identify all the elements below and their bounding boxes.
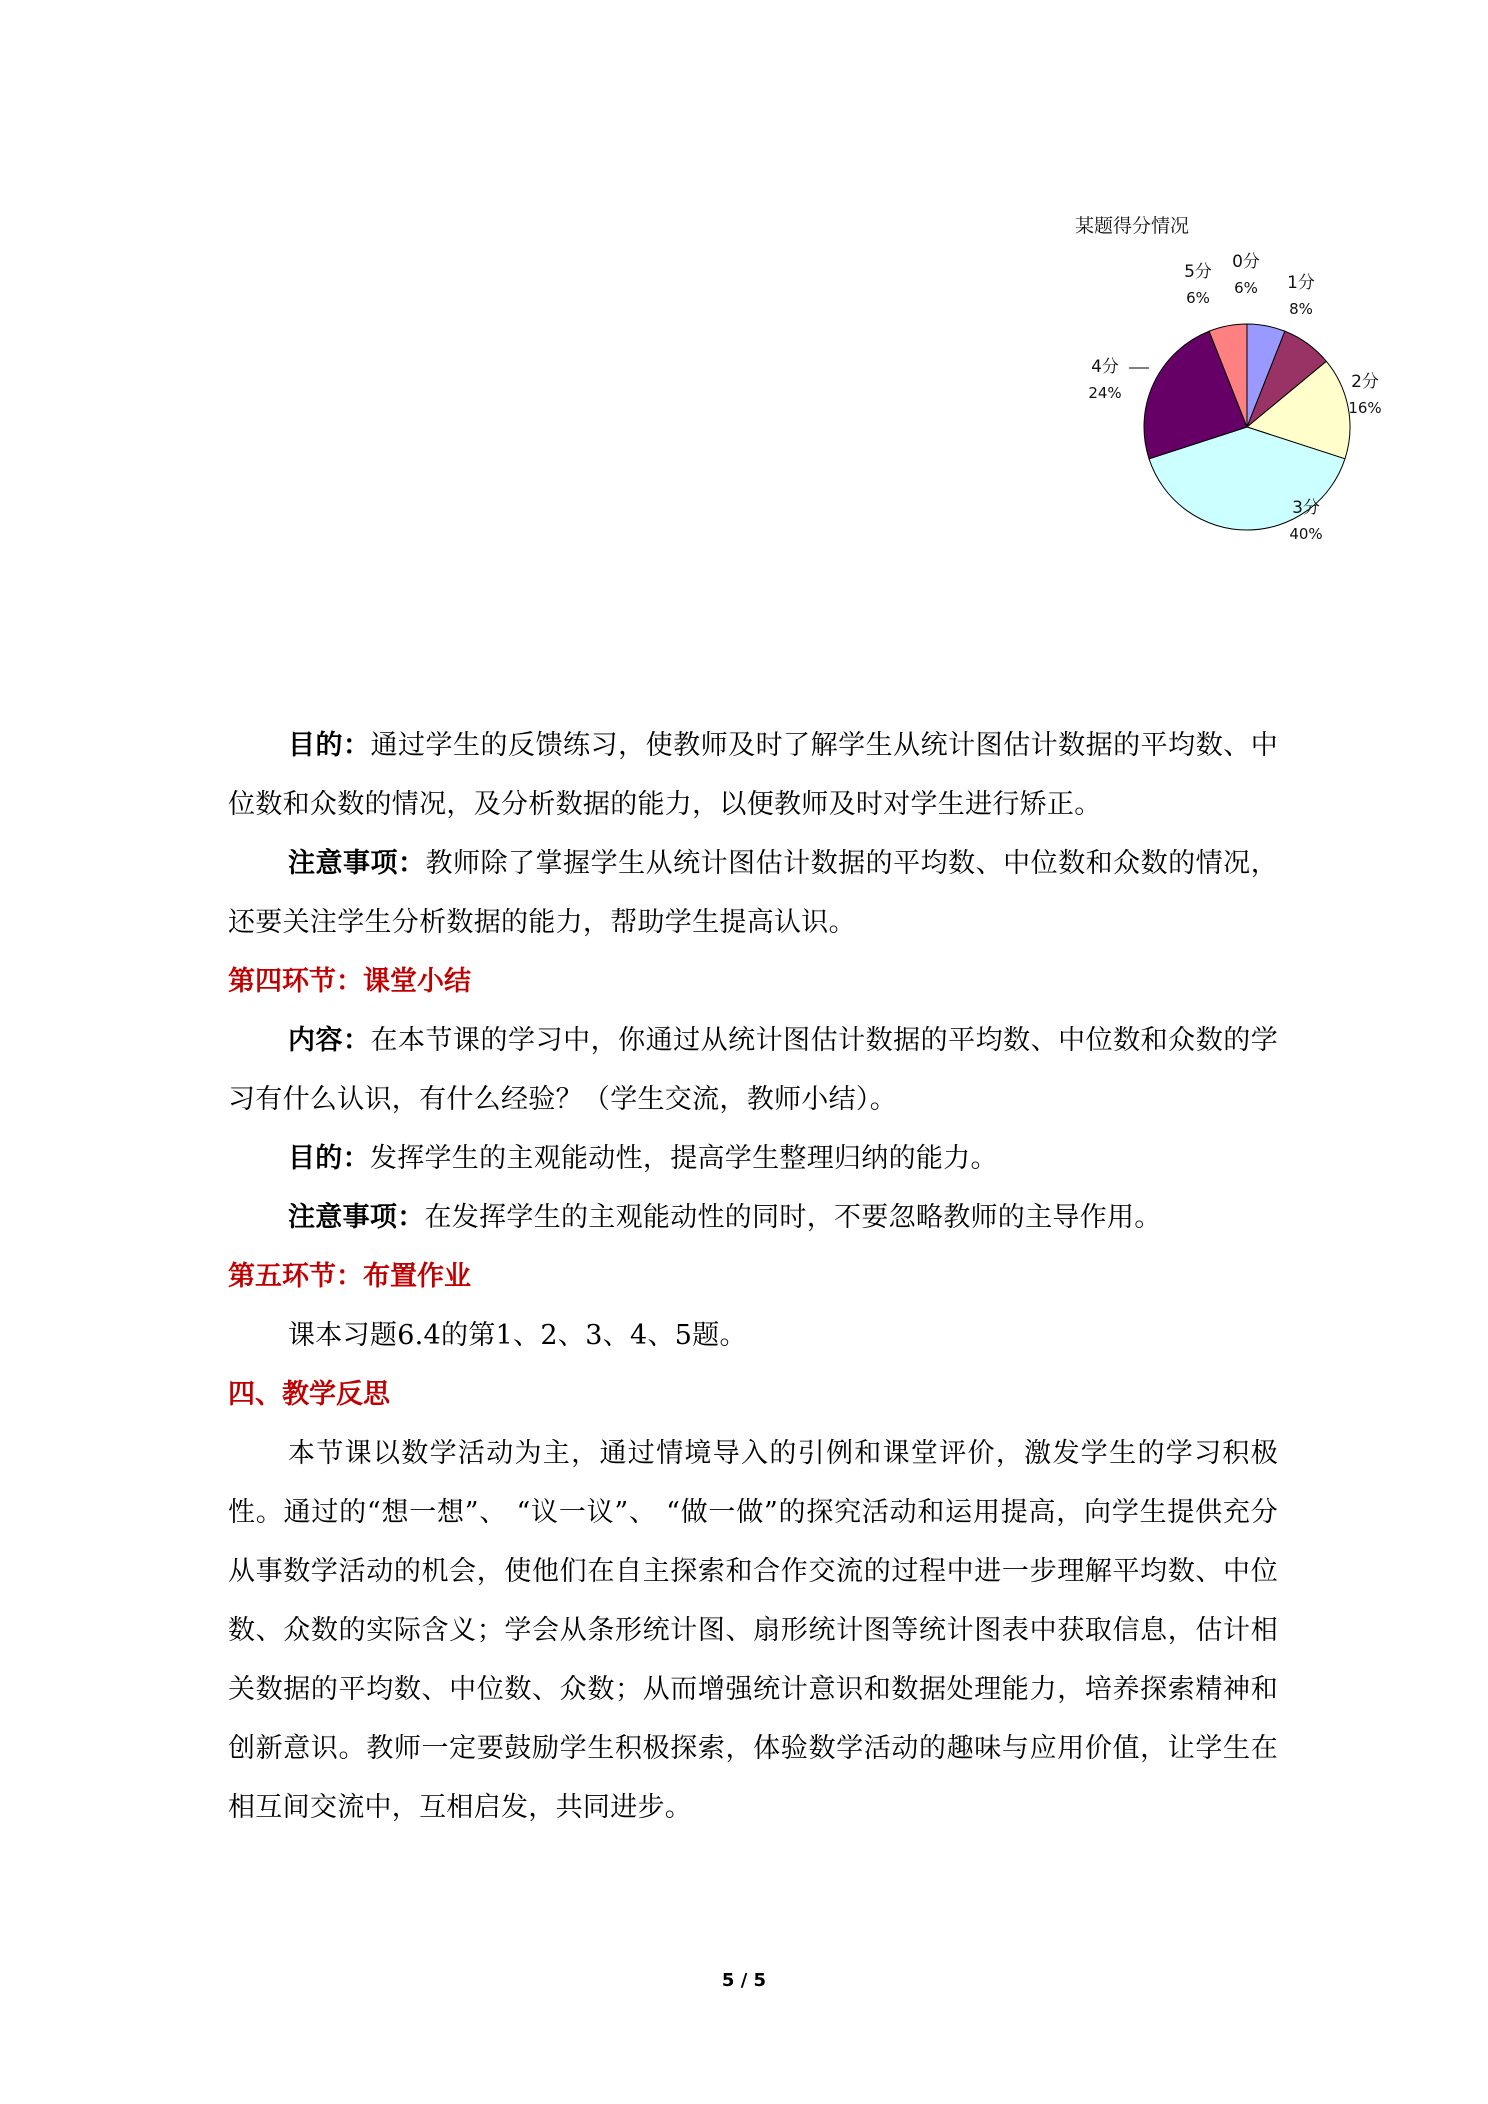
paragraph-text: 教师除了掌握学生从统计图估计数据的平均数、中位数和众数的情况，还要关注学生分析数据的能力，帮助学生提高认识。 xyxy=(228,848,1278,938)
paragraph-text: 通过学生的反馈练习，使教师及时了解学生从统计图估计数据的平均数、中位数和众数的情况，及分析数据的能力，以便教师及时对学生进行矫正。 xyxy=(228,730,1279,820)
document-body xyxy=(228,716,1278,1837)
paragraph-text: 在本节课的学习中，你通过从统计图估计数据的平均数、中位数和众数的学习有什么认识，有什么经验？（学生交流，教师小结）。 xyxy=(228,1025,1279,1115)
slice-percent: 6% xyxy=(1234,279,1258,297)
page-number: 5 / 5 xyxy=(721,1970,767,1991)
paragraph-label: 注意事项： xyxy=(288,1202,425,1233)
slice-label: 2分 xyxy=(1351,372,1379,392)
slice-label: 4分 xyxy=(1091,357,1119,377)
slice-percent: 6% xyxy=(1186,289,1210,307)
paragraph xyxy=(228,1129,1278,1188)
paragraph xyxy=(228,1306,1278,1365)
paragraph-label: 目的： xyxy=(288,1143,370,1174)
paragraph xyxy=(228,716,1278,834)
slice-label: 3分 xyxy=(1292,498,1320,518)
slice-percent: 40% xyxy=(1289,525,1323,543)
pie-chart xyxy=(1075,210,1415,555)
slice-label: 1分 xyxy=(1287,273,1315,293)
slice-label: 0分 xyxy=(1232,252,1260,272)
paragraph xyxy=(228,1188,1278,1247)
paragraph-text: 发挥学生的主观能动性，提高学生整理归纳的能力。 xyxy=(369,1143,998,1174)
paragraph xyxy=(228,1424,1278,1837)
paragraph-label: 目的： xyxy=(288,730,371,761)
paragraph-text: 课本习题6.4的第1、2、3、4、5题。 xyxy=(288,1320,747,1351)
slice-percent: 24% xyxy=(1088,384,1122,402)
paragraph-text: 本节课以数学活动为主，通过情境导入的引例和课堂评价，激发学生的学习积极性。通过的“想一想”、 “议一议”、 “做一做”的探究活动和运用提高，向学生提供充分从事数学活动的机会，使他们在自主探索和合作交流的过程中进一步理解平均数、中位数、众数的实际含义；学会从条形统计图、扇形统计图等统计图表中获取信息，估计相关数据的平均数、中位数、众数；从而增强统计意识和数据处理能力，培养探索精神和创新意识。教师一定要鼓励学生积极探索，体验数学活动的趣味与应用价值，让学生在相互间交流中，互相启发，共同进步。 xyxy=(228,1438,1278,1823)
section-heading: 第五环节：布置作业 xyxy=(228,1261,471,1292)
paragraph xyxy=(228,834,1278,952)
paragraph-label: 内容： xyxy=(288,1025,371,1056)
section-heading: 四、教学反思 xyxy=(228,1379,390,1410)
paragraph xyxy=(228,1011,1278,1129)
chart-title: 某题得分情况 xyxy=(1075,215,1190,237)
slice-percent: 16% xyxy=(1348,399,1382,417)
paragraph-label: 注意事项： xyxy=(288,848,426,879)
paragraph-text: 在发挥学生的主观能动性的同时，不要忽略教师的主导作用。 xyxy=(424,1202,1162,1233)
slice-label: 5分 xyxy=(1184,262,1212,282)
slice-percent: 8% xyxy=(1289,300,1313,318)
section-heading: 第四环节：课堂小结 xyxy=(228,966,471,997)
